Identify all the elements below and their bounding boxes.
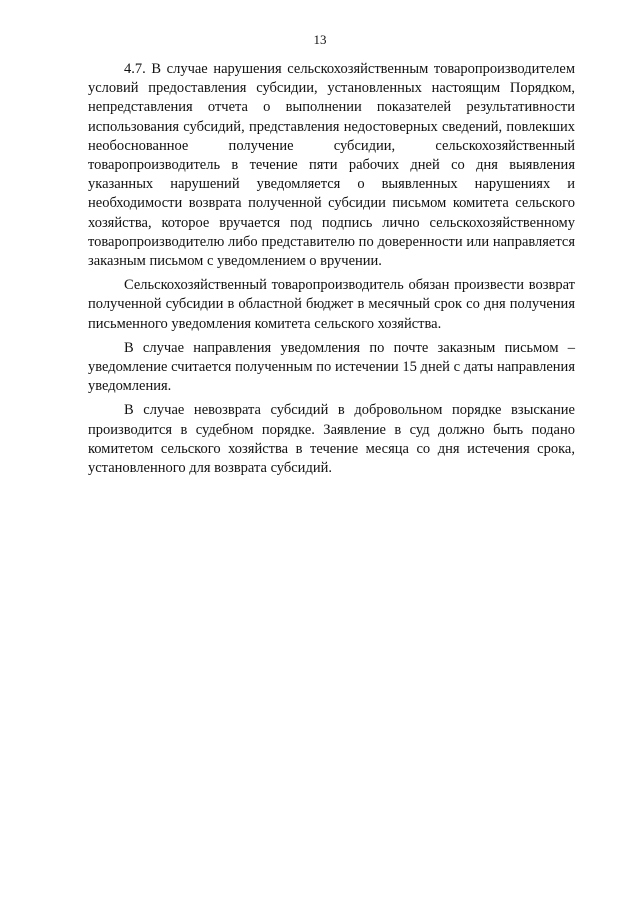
paragraph-court-recovery: В случае невозврата субсидий в добровольном порядке взыскание производится в судебном порядке. Заявление в суд должно быть подано комитетом сельского хозяйства в течение месяца со дня истечения срока, установленного для возврата субсидий. <box>88 402 575 477</box>
paragraph-mail-notification: В случае направления уведомления по почте заказным письмом – уведомление считается полученным по истечении 15 дней с даты направления уведомления. <box>88 339 575 395</box>
paragraph-refund-obligation: Сельскохозяйственный товаропроизводитель обязан произвести возврат полученной субсидии в областной бюджет в месячный срок со дня получения письменного уведомления комитета сельского хозяйства. <box>88 277 575 332</box>
document-body <box>88 60 575 478</box>
page-number: 13 <box>313 32 327 47</box>
paragraph-4-7: 4.7. В случае нарушения сельскохозяйственным товаропроизводителем условий предоставления субсидии, установленных настоящим Порядком, непредставления отчета о выполнении показателей результативности использования субсидий, представления недостоверных сведений, повлекших необоснованное получение субсидии, сельскохозяйственный товаропроизводитель в течение пяти рабочих дней со дня выявления указанных нарушений уведомляется о выявленных нарушениях и необходимости возврата полученной субсидии письмом комитета сельского хозяйства, которое вручается под подпись лично сельскохозяйственному товаропроизводителю либо представителю по доверенности или направляется заказным письмом с уведомлением о вручении. <box>88 61 575 270</box>
